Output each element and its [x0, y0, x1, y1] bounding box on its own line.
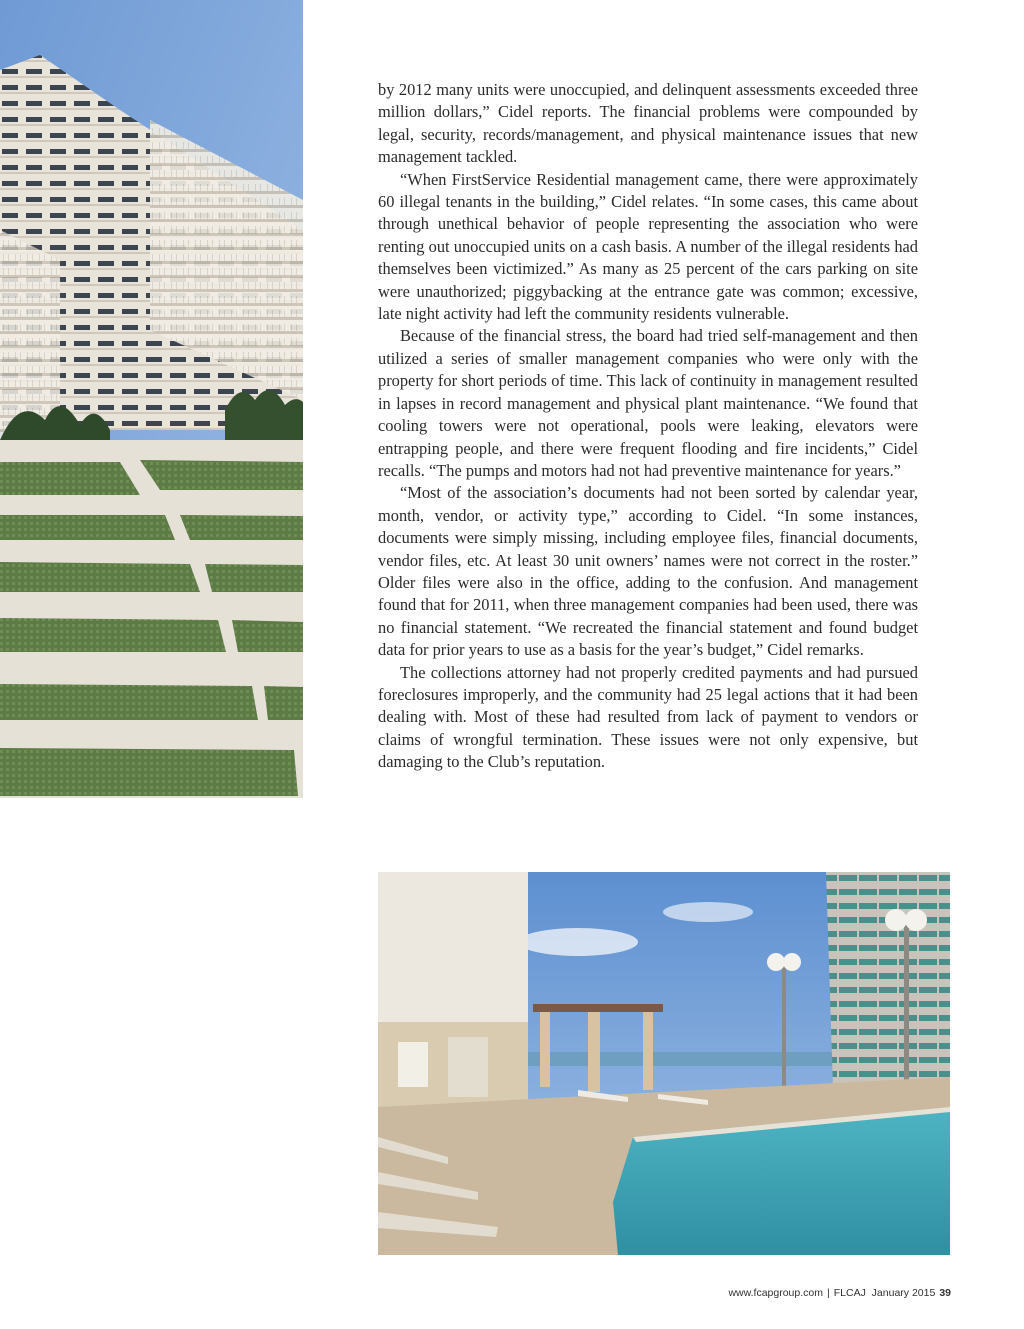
article-paragraph: Because of the financial stress, the board had tried self-management and then utilized a series of smaller management companies who were only with the property for short periods of time. This lack of continuity in management resulted in lapses in record management and physical plant maintenance. “We found that cooling towers were not operational, pools were leaking, elevators were entrapping people, and there were frequent flooding and fire incidents,” Cidel recalls. “The pumps and motors had not had preventive maintenance for years.”: [378, 326, 918, 480]
footer-separator: |: [827, 1287, 830, 1299]
building-photo: [0, 0, 303, 798]
article-paragraph: The collections attorney had not properly credited payments and had pursued foreclosures improperly, and the community had 25 legal actions that it had been dealing with. Most of these had resulted from lack of payment to vendors or claims of wrongful termination. These issues were not only expensive, but damaging to the Club’s reputation.: [378, 662, 918, 772]
article-paragraph: “When FirstService Residential management came, there were approximately 60 illegal tenants in the building,” Cidel relates. “In some cases, this came about through unethical behavior of people representing the association who were renting out unoccupied units on a cash basis. A number of the illegal residents had themselves been victimized.” As many as 25 percent of the cars parking on site were unauthorized; piggybacking at the entrance gate was common; excessive, late night activity had left the community residents vulnerable.: [378, 169, 918, 324]
footer-publication: FLCAJ: [833, 1287, 866, 1299]
footer-issue: January 2015: [871, 1287, 936, 1299]
article-paragraph: “Most of the association’s documents had not been sorted by calendar year, month, vendor, or activity type,” according to Cidel. “In some instances, documents were simply missing, including employee files, financial documents, vendor files, etc. At least 30 unit owners’ names were not correct in the roster.” Older files were also in the office, adding to the confusion. And management found that for 2011, when three management companies had been used, there was no financial statement. “We recreated the financial statement and found budget data for prior years to use as a basis for the year’s budget,” Cidel remarks.: [378, 483, 918, 660]
pool-photo: [378, 872, 950, 1255]
page-footer: [728, 1287, 951, 1299]
article-body: [378, 79, 918, 774]
footer-website: www.fcapgroup.com: [728, 1287, 823, 1299]
page-number: 39: [939, 1287, 951, 1299]
article-paragraph: by 2012 many units were unoccupied, and delinquent assessments exceeded three million dollars,” Cidel reports. The financial problems were compounded by legal, security, records/management, and physical maintenance issues that new management tackled.: [378, 80, 918, 167]
